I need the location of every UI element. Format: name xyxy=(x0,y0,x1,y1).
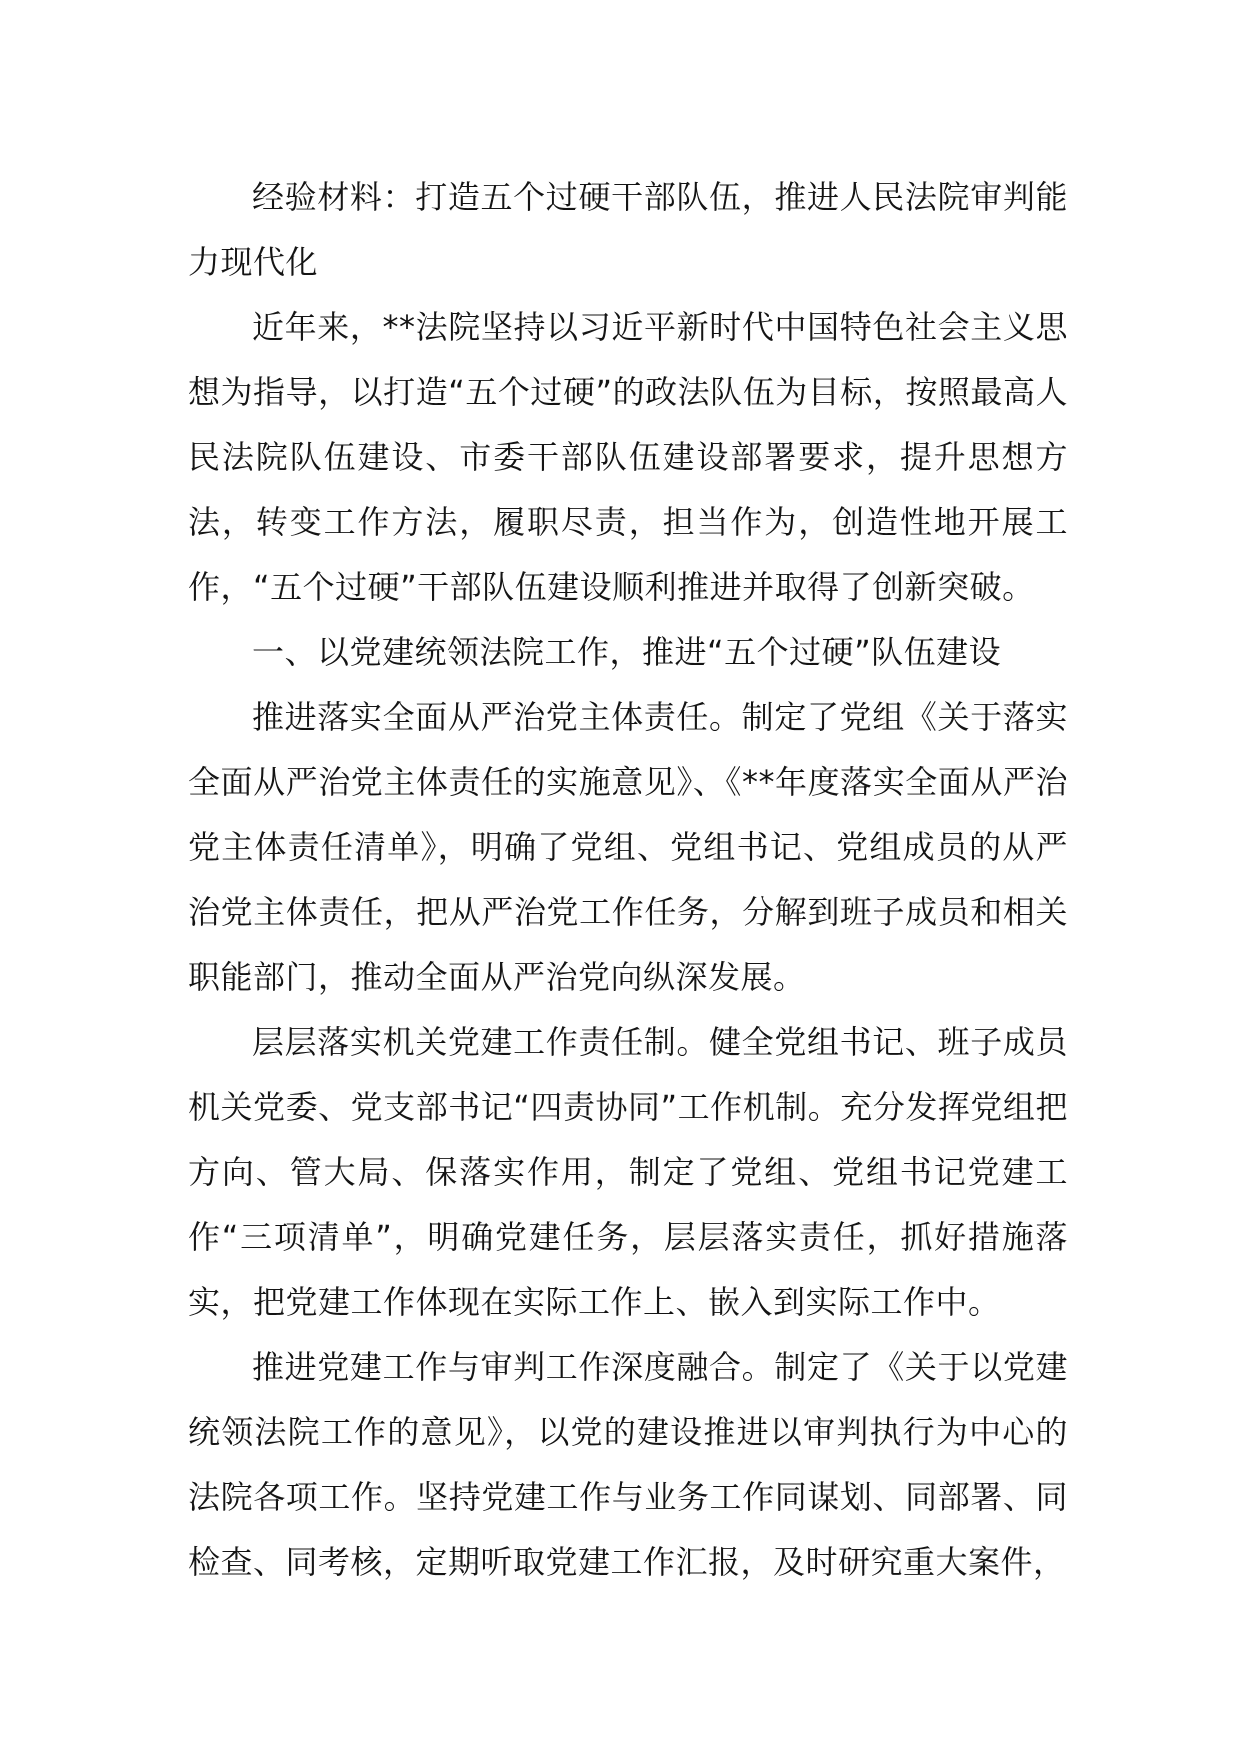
paragraph-integration: 推进党建工作与审判工作深度融合。制定了《关于以党建统领法院工作的意见》，以党的建设推进以审判执行为中心的法院各项工作。坚持党建工作与业务工作同谋划、同部署、同检查、同考核，定期听取党建工作汇报，及时研究重大案件， xyxy=(188,1348,1068,1581)
section-heading-1: 一、以党建统领法院工作，推进“五个过硬”队伍建设 xyxy=(252,633,1002,671)
document-title: 经验材料：打造五个过硬干部队伍，推进人民法院审判能力现代化 xyxy=(188,178,1068,281)
paragraph-party-building: 层层落实机关党建工作责任制。健全党组书记、班子成员机关党委、党支部书记“四责协同”工作机制。充分发挥党组把方向、管大局、保落实作用，制定了党组、党组书记党建工作“三项清单”，明确党建任务，层层落实责任，抓好措施落实，把党建工作体现在实际工作上、嵌入到实际工作中。 xyxy=(188,1023,1068,1321)
document-body xyxy=(188,165,1068,1595)
paragraph-responsibility: 推进落实全面从严治党主体责任。制定了党组《关于落实全面从严治党主体责任的实施意见》、《**年度落实全面从严治党主体责任清单》，明确了党组、党组书记、党组成员的从严治党主体责任，把从严治党工作任务，分解到班子成员和相关职能部门，推动全面从严治党向纵深发展。 xyxy=(188,698,1068,996)
paragraph-intro: 近年来，**法院坚持以习近平新时代中国特色社会主义思想为指导，以打造“五个过硬”的政法队伍为目标，按照最高人民法院队伍建设、市委干部队伍建设部署要求，提升思想方法，转变工作方法，履职尽责，担当作为，创造性地开展工作，“五个过硬”干部队伍建设顺利推进并取得了创新突破。 xyxy=(188,308,1068,606)
